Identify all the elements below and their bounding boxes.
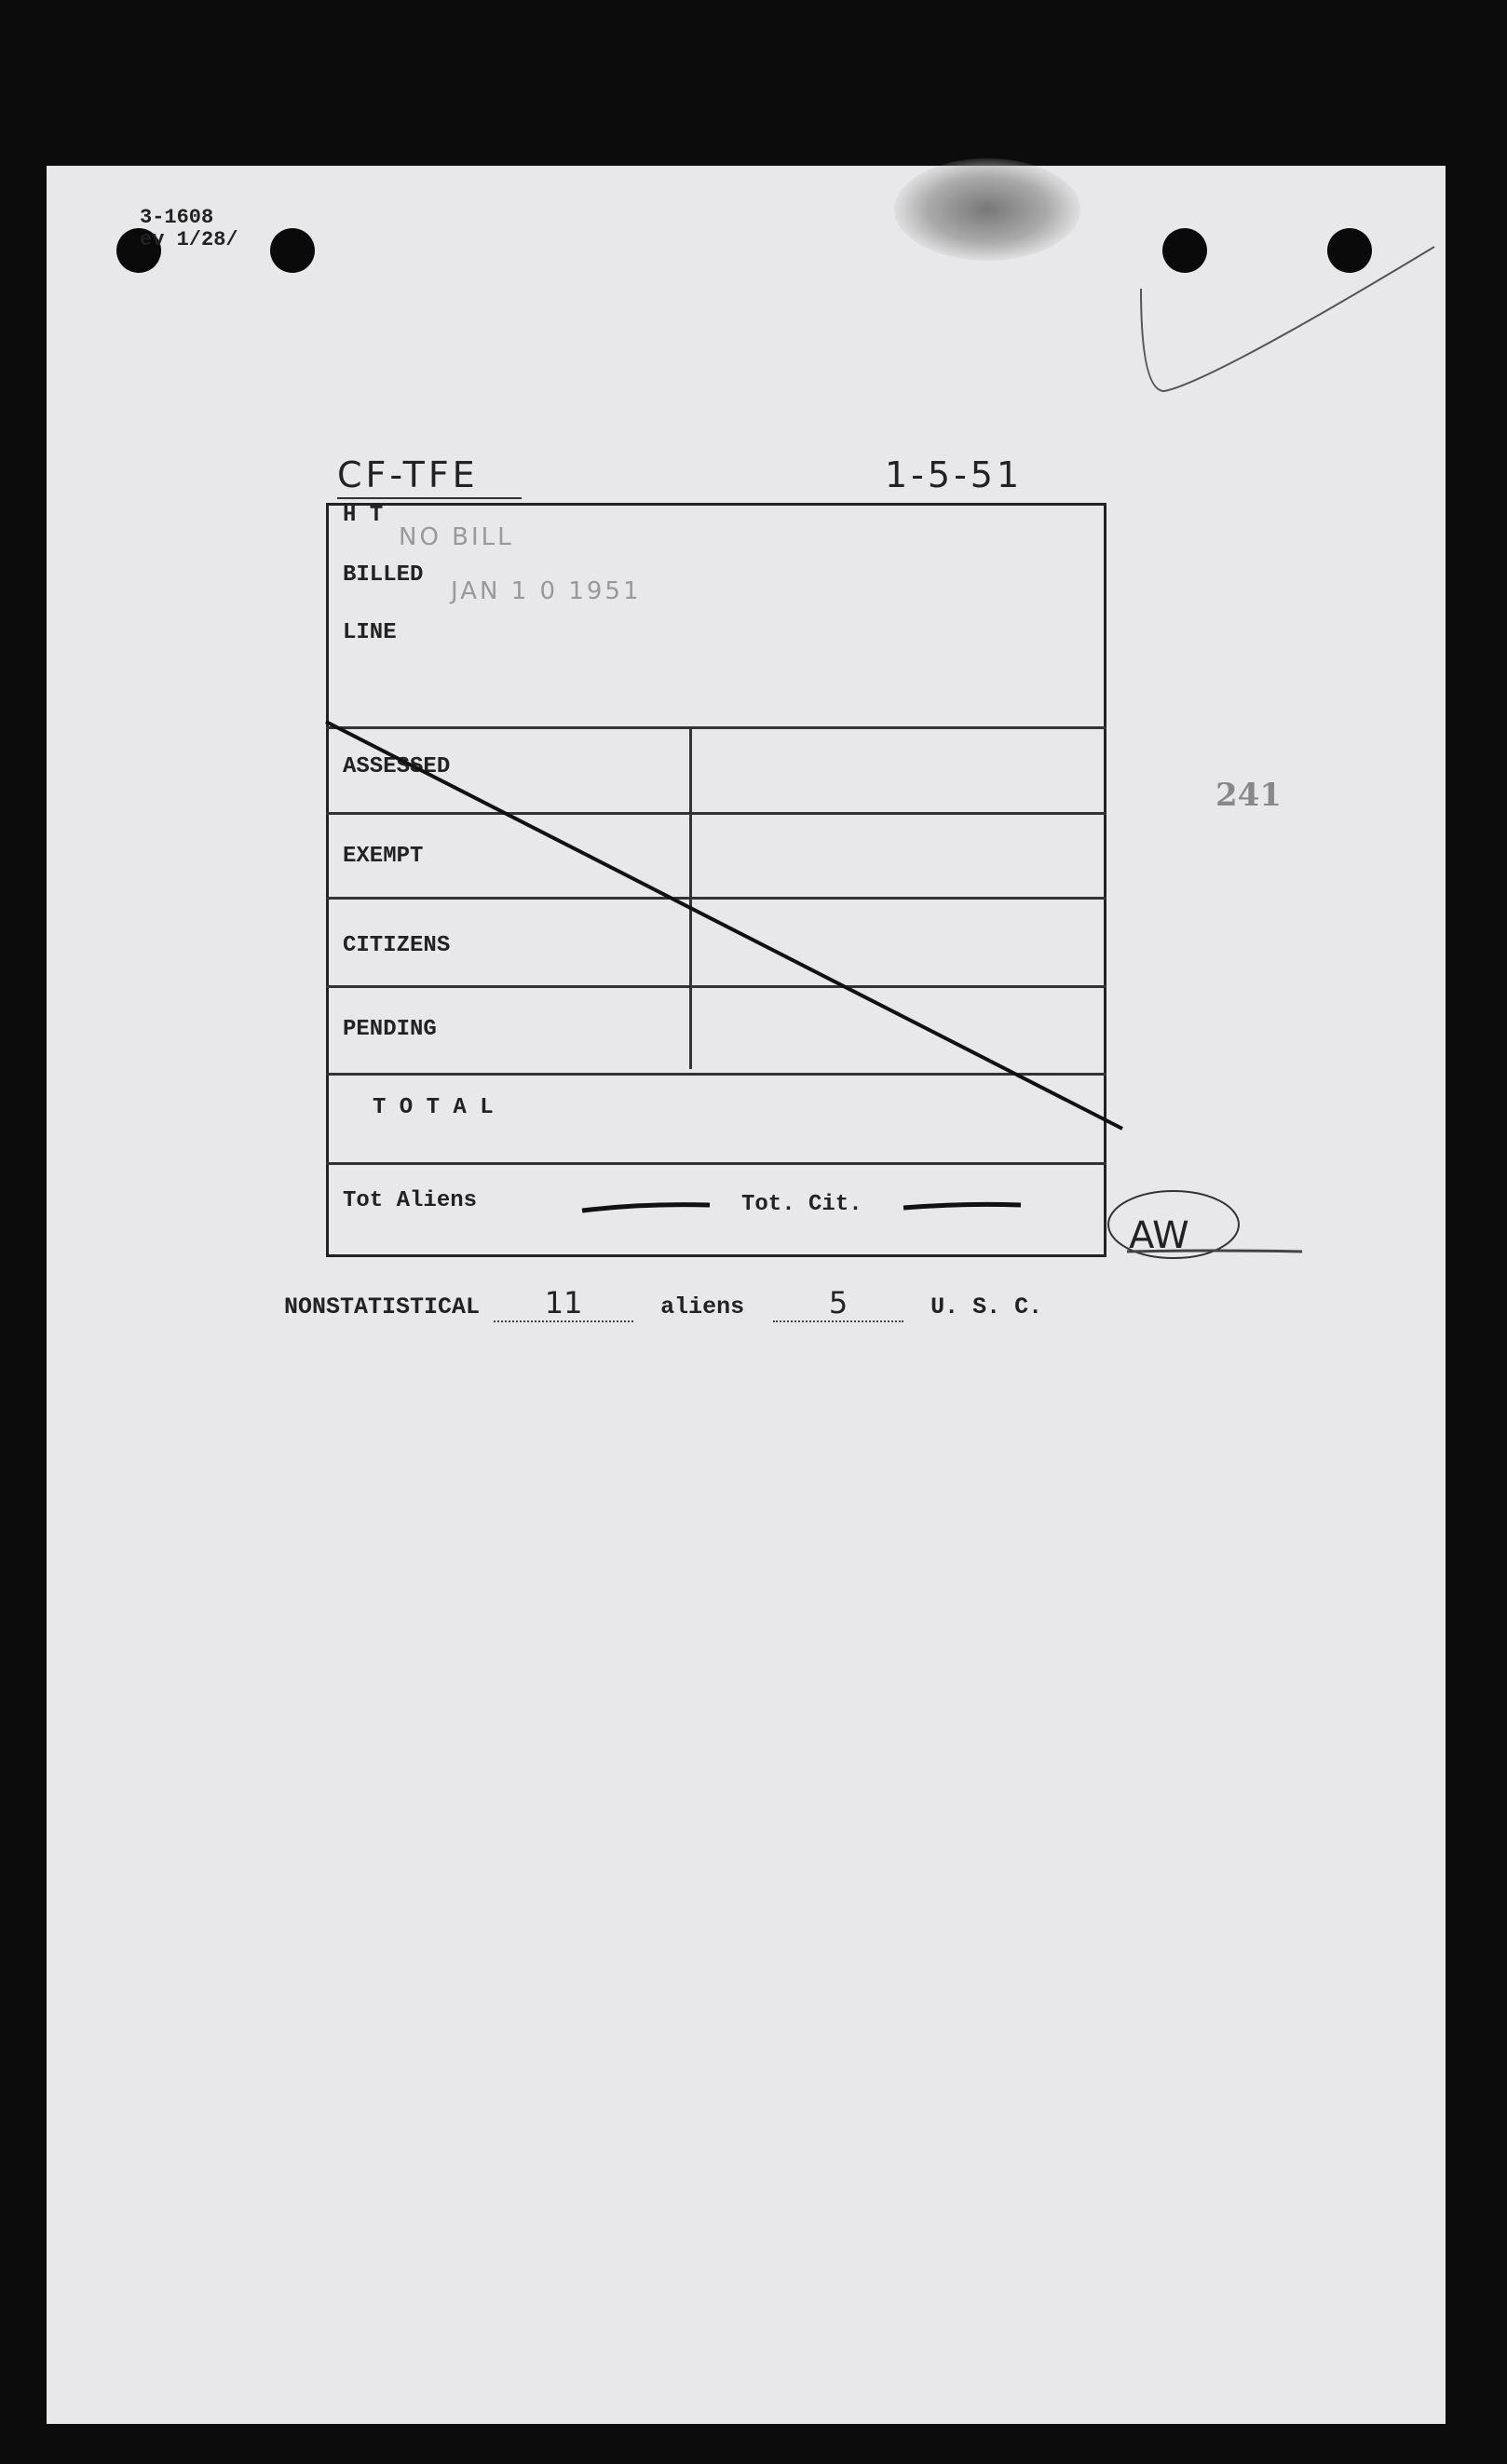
form-revision-text: ev 1/28/: [140, 228, 238, 251]
dash-tot-cit: [903, 1204, 1021, 1208]
initials-underline: [1127, 1251, 1302, 1252]
cross-out-diagonal: [326, 722, 1122, 1129]
dash-tot-aliens: [582, 1205, 710, 1211]
page-number: 241: [1215, 777, 1282, 814]
label-billed: BILLED: [343, 562, 424, 588]
form-number-text: 3-1608: [140, 206, 214, 229]
label-tot-aliens: Tot Aliens: [343, 1188, 478, 1213]
label-ht: H T: [343, 503, 384, 528]
label-exempt: EXEMPT: [343, 844, 424, 869]
aliens-count: 11: [494, 1285, 633, 1322]
label-total: T O T A L: [373, 1095, 494, 1120]
label-pending: PENDING: [343, 1017, 437, 1042]
handwritten-code: CF-TFE: [337, 454, 479, 495]
initials-mark: AW: [1129, 1214, 1189, 1257]
usc-label: U. S. C.: [930, 1293, 1043, 1320]
check-mark: [1141, 247, 1434, 391]
stamp-date: JAN 1 0 1951: [451, 577, 642, 605]
nonstatistical-label: NONSTATISTICAL: [284, 1293, 481, 1320]
stamp-no-bill: NO BILL: [399, 523, 514, 551]
label-tot-cit: Tot. Cit.: [741, 1192, 862, 1217]
label-line: LINE: [343, 620, 397, 645]
usc-count: 5: [773, 1285, 903, 1322]
handwritten-date: 1-5-51: [885, 454, 1024, 495]
aliens-label: aliens: [660, 1293, 745, 1320]
label-assessed: ASSESSED: [343, 754, 451, 779]
label-citizens: CITIZENS: [343, 933, 451, 958]
